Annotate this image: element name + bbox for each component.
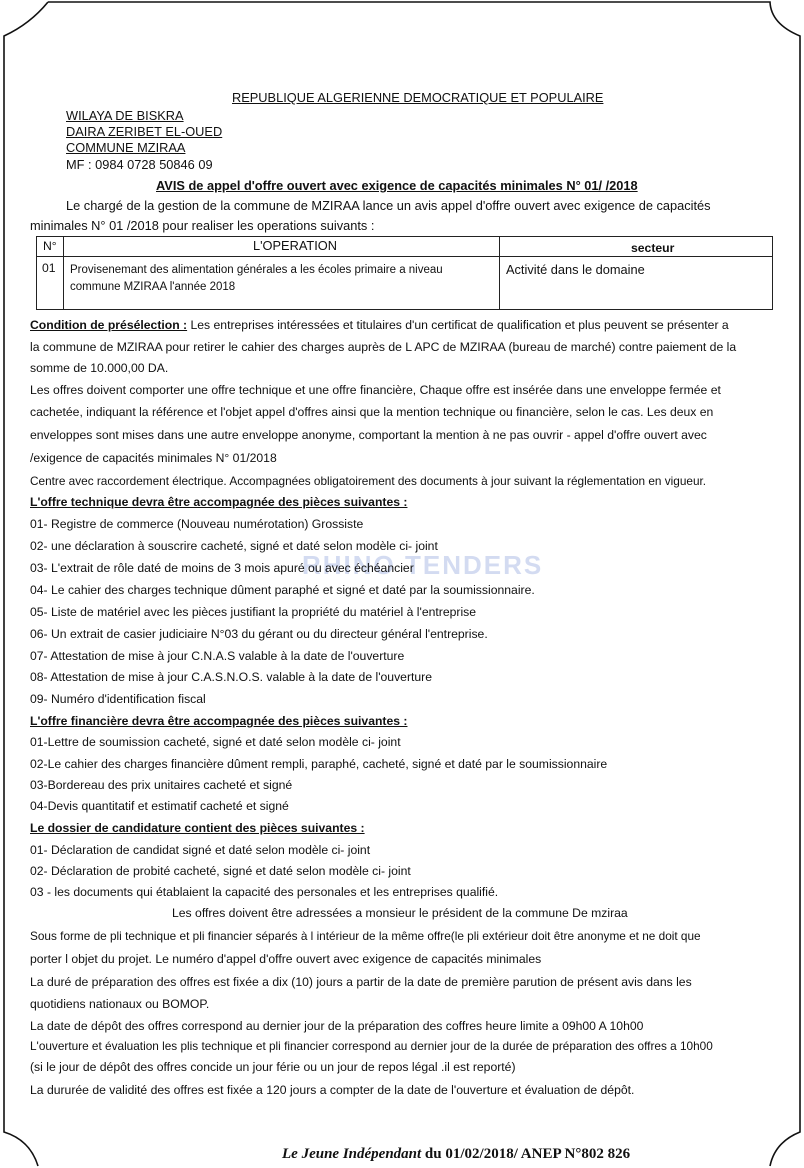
table-header-operation: L'OPERATION	[253, 238, 337, 253]
offers-line-5: Centre avec raccordement électrique. Accompagnées obligatoirement des documents à jour suivant la réglementation en vigueur.	[30, 474, 707, 488]
offers-line-1: Les offres doivent comporter une offre technique et une offre financière, Chaque offre est insérée dans une enveloppe fermée et	[30, 383, 721, 397]
financial-item: 03-Bordereau des prix unitaires cacheté et signé	[30, 778, 293, 792]
intro-line-1: Le chargé de la gestion de la commune de MZIRAA lance un avis appel d'offre ouvert avec exigence de capacités	[66, 198, 711, 213]
technical-item: 03- L'extrait de rôle daté de moins de 3 mois apuré ou avec échéancier	[30, 561, 414, 575]
precondition-line-3: somme de 10.000,00 DA.	[30, 361, 169, 375]
commune-line: COMMUNE MZIRAA	[66, 140, 186, 155]
publication-footer	[282, 1146, 630, 1163]
precondition-line-1	[30, 318, 729, 332]
closing-line-4: La duré de préparation des offres est fixée a dix (10) jours a partir de la date de première parution de présent avis dans les	[30, 975, 692, 989]
precondition-label: Condition de présélection :	[30, 318, 188, 332]
technical-item: 09- Numéro d'identification fiscal	[30, 692, 206, 706]
technical-item: 01- Registre de commerce (Nouveau numérotation) Grossiste	[30, 517, 364, 531]
operations-table	[36, 236, 773, 310]
table-row-operation-2: commune MZIRAA l'année 2018	[70, 281, 236, 293]
wilaya-line: WILAYA DE BISKRA	[66, 108, 184, 123]
mf-line: MF : 0984 0728 50846 09	[66, 157, 213, 172]
republic-heading: REPUBLIQUE ALGERIENNE DEMOCRATIQUE ET POPULAIRE	[232, 90, 604, 105]
dossier-heading: Le dossier de candidature contient des pièces suivantes :	[30, 821, 365, 835]
closing-line-1: Les offres doivent être adressées a monsieur le président de la commune De mziraa	[172, 906, 628, 920]
newspaper-name: Le Jeune Indépendant	[282, 1146, 422, 1162]
offers-line-2: cachetée, indiquant la référence et l'objet appel d'offres ainsi que la mention technique ou financière, selon le cas. Les deux en	[30, 405, 714, 419]
closing-line-7: L'ouverture et évaluation les plis technique et pli financier correspond au dernier jour de la durée de préparation des offres a 10h00	[30, 1039, 713, 1053]
closing-line-3: porter l objet du projet. Le numéro d'appel d'offre ouvert avec exigence de capacités minimales	[30, 952, 542, 966]
technical-item: 07- Attestation de mise à jour C.N.A.S valable à la date de l'ouverture	[30, 649, 405, 663]
notice-title: AVIS de appel d'offre ouvert avec exigence de capacités minimales N° 01/ /2018	[156, 178, 638, 193]
dossier-item: 03 - les documents qui établaient la capacité des personales et les entreprises qualifié.	[30, 885, 499, 899]
closing-line-6: La date de dépôt des offres correspond au dernier jour de la préparation des coffres heure limite a 09h00 A 10h00	[30, 1019, 644, 1033]
table-row-secteur: Activité dans le domaine	[506, 262, 645, 277]
technical-heading: L'offre technique devra être accompagnée des pièces suivantes :	[30, 495, 408, 509]
dossier-item: 02- Déclaration de probité cacheté, signé et daté selon modèle ci- joint	[30, 864, 411, 878]
precondition-text: Les entreprises intéressées et titulaires d'un certificat de qualification et plus peuvent se présenter a	[187, 318, 729, 332]
technical-item: 04- Le cahier des charges technique dûment paraphé et signé et daté par la soumissionnaire.	[30, 583, 535, 597]
technical-item: 02- une déclaration à souscrire cacheté, signé et daté selon modèle ci- joint	[30, 539, 438, 553]
dossier-item: 01- Déclaration de candidat signé et daté selon modèle ci- joint	[30, 843, 371, 857]
financial-item: 02-Le cahier des charges financière dûment rempli, paraphé, cacheté, signé et daté par le soumissionnaire	[30, 757, 608, 771]
technical-item: 08- Attestation de mise à jour C.A.S.N.O.S. valable à la date de l'ouverture	[30, 670, 433, 684]
closing-line-2: Sous forme de pli technique et pli financier séparés à l intérieur de la même offre(le pli extérieur doit être anonyme et ne doit que	[30, 929, 701, 943]
technical-item: 06- Un extrait de casier judiciaire N°03 du gérant ou du directeur général l'entreprise.	[30, 627, 488, 641]
offers-line-4: /exigence de capacités minimales N° 01/2018	[30, 451, 277, 465]
closing-line-5: quotidiens nationaux ou BOMOP.	[30, 997, 210, 1011]
table-header-no: N°	[43, 239, 57, 253]
intro-line-2: minimales N° 01 /2018 pour realiser les operations suivants :	[30, 218, 375, 233]
technical-item: 05- Liste de matériel avec les pièces justifiant la propriété du matériel à l'entreprise	[30, 605, 477, 619]
daira-line: DAIRA ZERIBET EL-OUED	[66, 124, 223, 139]
financial-heading: L'offre financière devra être accompagnée des pièces suivantes :	[30, 714, 408, 728]
offers-line-3: enveloppes sont mises dans une autre enveloppe anonyme, comportant la mention à ne pas ouvrir - appel d'offre ouvert avec	[30, 428, 707, 442]
financial-item: 04-Devis quantitatif et estimatif cacheté et signé	[30, 799, 289, 813]
closing-line-9: La dururée de validité des offres est fixée a 120 jours a compter de la date de l'ouverture et évaluation de dépôt.	[30, 1083, 635, 1097]
table-header-secteur: secteur	[631, 241, 675, 255]
publication-details: du 01/02/2018/ ANEP N°802 826	[421, 1146, 631, 1162]
precondition-line-2: la commune de MZIRAA pour retirer le cahier des charges auprès de L APC de MZIRAA (bureau de marché) contre paiement de la	[30, 340, 737, 354]
watermark: RHINO TENDERS	[302, 550, 544, 580]
financial-item: 01-Lettre de soumission cacheté, signé et daté selon modèle ci- joint	[30, 735, 401, 749]
table-row-no: 01	[42, 261, 56, 275]
closing-line-8: (si le jour de dépôt des offres concide un jour férie ou un jour de repos légal .il est reporté)	[30, 1060, 516, 1074]
table-row-operation-1: Provisenemant des alimentation générales a les écoles primaire a niveau	[70, 264, 443, 276]
